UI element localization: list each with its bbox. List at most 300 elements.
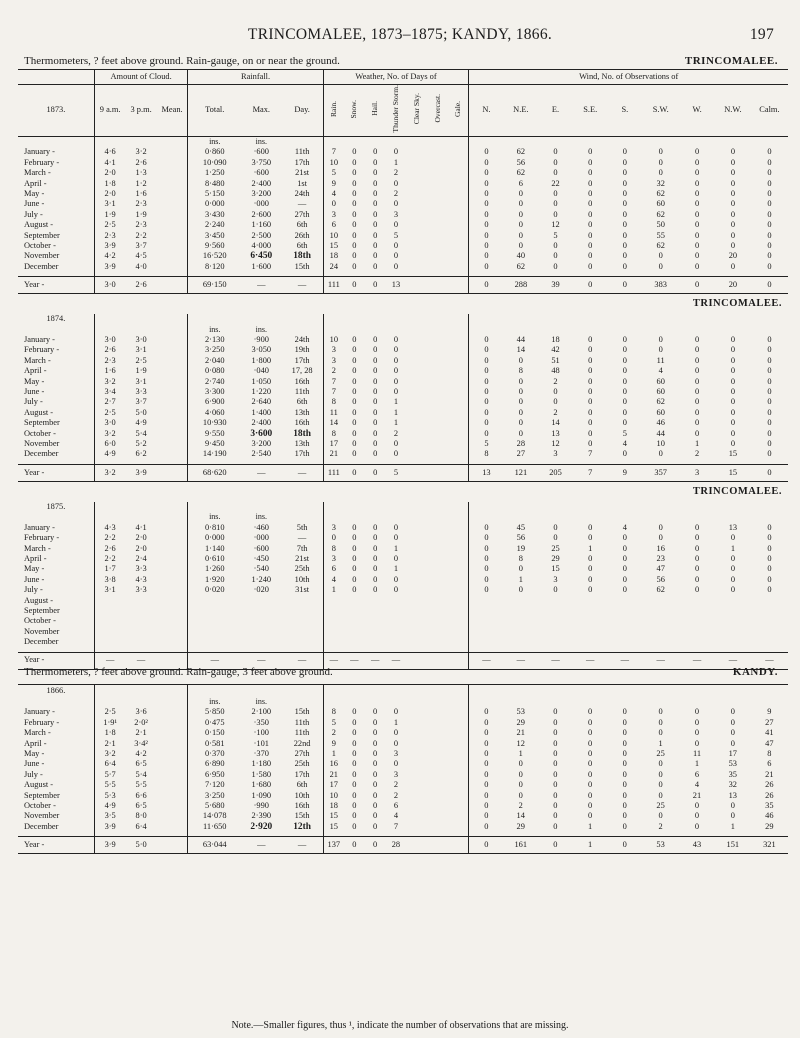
cell-se: 0 (588, 585, 593, 595)
cell-day: 27th (294, 209, 310, 219)
cell-se: 0 (588, 407, 593, 417)
month-label: September (24, 605, 60, 615)
cell-s: 0 (622, 147, 627, 157)
month-label: February - (24, 157, 60, 167)
cell-mean (157, 749, 188, 759)
cell-calm: 0 (767, 553, 772, 563)
cell-ne: 0 (518, 418, 523, 428)
cell-thunder: 0 (393, 738, 399, 748)
cell-clear (406, 377, 427, 387)
cell-s: 0 (622, 728, 627, 738)
cell-day: 17th (294, 769, 310, 779)
year-total-label: Year - (18, 464, 94, 481)
cell-ne (504, 606, 539, 616)
cell-am9: 2·6 (94, 544, 125, 554)
month-label: June - (24, 387, 45, 397)
cell-nw: 0 (730, 157, 736, 167)
table-row (18, 791, 788, 801)
table-row (18, 335, 788, 345)
cell-snow: 0 (352, 449, 357, 459)
cell-clear (406, 811, 427, 821)
cell-overcast (427, 718, 448, 728)
cell-e: 0 (553, 209, 558, 219)
cell-rain: 8 (323, 544, 344, 554)
cell-n: 0 (469, 575, 504, 585)
cell-gale (448, 739, 469, 749)
cell-e: 15 (551, 564, 560, 574)
table-row (18, 707, 788, 717)
cell-snow: 0 (352, 178, 357, 188)
month-label: June - (24, 199, 45, 209)
cell-sw (642, 637, 679, 647)
cell-ne: 40 (516, 251, 526, 261)
year-cell-max: — (241, 277, 281, 294)
cell-se: 0 (588, 230, 593, 240)
cell-calm: 47 (765, 738, 774, 748)
cell-max: 1·580 (251, 769, 272, 779)
cell-w: 0 (695, 553, 700, 563)
cell-day: 17th (294, 449, 310, 459)
cell-ne: 29 (516, 717, 525, 727)
cell-pm3: 2·1 (135, 728, 147, 738)
cell-e: 0 (553, 533, 558, 543)
cell-e: 0 (553, 147, 558, 157)
month-label: December (24, 821, 59, 831)
cell-ne (504, 596, 539, 606)
month-label: July - (24, 397, 43, 407)
cell-n: 0 (469, 811, 504, 821)
cell-calm: 0 (767, 428, 772, 438)
month-label: December (24, 261, 59, 271)
year-cell-snow: 0 (344, 277, 365, 294)
cell-rain: 15 (323, 811, 344, 821)
cell-gale (448, 728, 469, 738)
cell-n: 0 (469, 554, 504, 564)
cell-snow: 0 (352, 407, 357, 417)
year-cell-hail: — (365, 652, 386, 669)
cell-s: 0 (622, 769, 627, 779)
cell-calm: 0 (767, 157, 772, 167)
cell-max: ·000 (253, 533, 269, 543)
cell-hail: 0 (373, 157, 378, 167)
cell-max (241, 637, 281, 647)
cell-hail: 0 (373, 251, 378, 261)
month-label: October - (24, 428, 56, 438)
cell-mean (157, 728, 188, 738)
cell-overcast (427, 439, 448, 449)
cell-snow: 0 (352, 522, 357, 532)
cell-s: 0 (622, 240, 627, 250)
cell-se: 0 (587, 801, 593, 811)
cell-e: 0 (553, 738, 558, 748)
year-cell-pm3: 2·6 (125, 277, 156, 294)
year-cell-nw: 20 (715, 277, 751, 294)
cell-nw: 0 (730, 261, 736, 271)
cell-n: 0 (469, 564, 504, 574)
cell-total: 6·890 (188, 759, 241, 769)
cell-gale (448, 429, 469, 439)
year-cell-clear (406, 464, 427, 481)
cell-pm3 (125, 637, 156, 647)
cell-hail: 0 (373, 376, 378, 386)
cell-overcast (427, 356, 448, 366)
cell-ne: 0 (518, 376, 523, 386)
cell-sw: 32 (656, 178, 665, 188)
cell-day: 18th (293, 251, 311, 262)
cell-gale (448, 251, 469, 261)
cell-total: 0·610 (188, 554, 241, 564)
table-row (18, 397, 788, 407)
cell-se: 0 (588, 387, 593, 397)
cell-snow: 0 (352, 157, 357, 167)
cell-calm: 8 (767, 749, 772, 759)
cell-nw: 0 (730, 738, 735, 748)
cell-mean (157, 220, 188, 230)
cell-total: 3·250 (188, 345, 241, 355)
cell-gale (448, 523, 469, 533)
cell-snow (344, 616, 365, 626)
cell-am9: 3·5 (94, 811, 125, 821)
year-cell-calm: 321 (751, 837, 788, 854)
cell-calm: 0 (767, 564, 772, 574)
cell-am9: 2·5 (94, 220, 125, 230)
cell-hail: 0 (373, 387, 378, 397)
cell-rain: 17 (323, 439, 344, 449)
cell-overcast (427, 811, 448, 821)
cell-sw: 60 (656, 387, 665, 397)
month-label: April - (24, 366, 47, 376)
table-row (18, 822, 788, 832)
cell-s: 4 (622, 522, 627, 532)
cell-rain: 10 (323, 335, 344, 345)
month-label: February - (24, 533, 60, 543)
cell-se: 0 (588, 553, 593, 563)
cell-gale (448, 262, 469, 272)
unit-label: ins. (255, 324, 267, 334)
cell-sw: 0 (658, 769, 663, 779)
cell-rain: 2 (323, 366, 344, 376)
cell-day: 13th (294, 439, 310, 449)
cell-w: 0 (695, 543, 700, 553)
cell-w: 0 (694, 801, 700, 811)
cell-snow: 0 (352, 780, 357, 790)
cell-rain: 6 (323, 220, 344, 230)
station-heading: TRINCOMALEE. (692, 485, 782, 497)
cell-snow: 0 (352, 345, 357, 355)
cell-overcast (427, 791, 448, 801)
cell-e: 42 (551, 345, 560, 355)
cell-w (679, 627, 715, 637)
cell-total: 3·450 (188, 231, 241, 241)
cell-ne: 29 (516, 821, 525, 831)
year-total-label: Year - (18, 277, 94, 294)
cell-n: 0 (469, 251, 504, 261)
cell-hail: 0 (373, 428, 378, 438)
cell-n: 0 (469, 335, 504, 345)
year-cell-am9: 3·0 (94, 277, 125, 294)
cell-clear (406, 523, 427, 533)
cell-e (538, 606, 573, 616)
cell-mean (157, 718, 188, 728)
cell-snow: 0 (352, 439, 357, 449)
cell-sw (642, 616, 679, 626)
month-label: July - (24, 585, 43, 595)
cell-e: 0 (553, 251, 558, 261)
cell-mean (157, 387, 188, 397)
cell-mean (157, 335, 188, 345)
cell-clear (406, 366, 427, 376)
cell-w: 1 (695, 439, 700, 449)
cell-total: 4·060 (188, 408, 241, 418)
cell-day (282, 637, 324, 647)
year-cell-overcast (427, 277, 448, 294)
cell-s: 0 (622, 707, 627, 717)
cell-max: 3·200 (251, 188, 272, 198)
cell-max: 2·390 (251, 811, 272, 821)
year-cell-total: 68·620 (188, 464, 241, 481)
cell-s: 0 (622, 418, 627, 428)
cell-thunder: 0 (393, 355, 399, 365)
cell-hail: 0 (373, 230, 378, 240)
year-cell-ne: — (504, 652, 539, 669)
cell-overcast (427, 627, 448, 637)
cell-se: 0 (587, 728, 593, 738)
cell-clear (406, 262, 427, 272)
cell-s: 0 (622, 261, 627, 271)
cell-ne (504, 627, 539, 637)
year-total-row (18, 837, 788, 854)
cell-gale (448, 770, 469, 780)
cell-pm3: 3·3 (135, 585, 147, 595)
cell-thunder (386, 627, 407, 637)
cell-gale (448, 168, 469, 178)
cell-pm3: 5·5 (135, 780, 147, 790)
cell-rain: 7 (323, 147, 344, 157)
cell-thunder: 1 (393, 157, 399, 167)
cell-pm3: 1·9 (135, 209, 147, 219)
cell-se: 0 (588, 574, 593, 584)
cell-thunder: 1 (393, 564, 399, 574)
cell-n: 0 (469, 822, 504, 832)
cell-thunder: 2 (393, 188, 399, 198)
year-cell-snow: 0 (344, 464, 365, 481)
cell-am9: 6·4 (94, 759, 125, 769)
cell-n: 0 (469, 749, 504, 759)
cell-nw: 15 (728, 449, 738, 459)
year-cell-gale (448, 277, 469, 294)
cell-gale (448, 627, 469, 637)
cell-clear (406, 199, 427, 209)
section-heading-text: Thermometers, ? feet above ground. Rain-gauge, on or near the ground. (24, 55, 340, 67)
cell-se: 0 (588, 178, 593, 188)
cell-clear (406, 759, 427, 769)
column-header-hail: Hail. (370, 101, 380, 117)
cell-n: 0 (469, 770, 504, 780)
table-row (18, 533, 788, 543)
cell-gale (448, 356, 469, 366)
month-label: March - (24, 168, 51, 178)
cell-mean (157, 596, 188, 606)
cell-am9: 3·0 (94, 335, 125, 345)
cell-day: 16th (294, 376, 310, 386)
cell-n: 0 (469, 585, 504, 595)
table-row (18, 189, 788, 199)
cell-mean (157, 533, 188, 543)
cell-hail (365, 606, 386, 616)
cell-max (241, 616, 281, 626)
cell-max: ·350 (253, 717, 269, 727)
year-cell-gale (448, 837, 469, 854)
cell-se (573, 627, 608, 637)
cell-total: 9·450 (188, 439, 241, 449)
cell-hail (365, 627, 386, 637)
cell-nw: 0 (730, 533, 736, 543)
cell-se: 7 (588, 449, 593, 459)
cell-sw (642, 606, 679, 616)
cell-w: 0 (694, 738, 700, 748)
year-cell-ne: 288 (504, 277, 539, 294)
cell-calm: 0 (767, 355, 772, 365)
cell-s: 0 (622, 188, 627, 198)
cell-se: 0 (588, 397, 593, 407)
cell-am9 (94, 627, 125, 637)
cell-hail: 0 (373, 240, 378, 250)
cell-am9: 1·9¹ (94, 718, 125, 728)
month-label: January - (24, 522, 55, 532)
cell-day: 17, 28 (291, 366, 313, 376)
cell-mean (157, 791, 188, 801)
cell-pm3 (125, 616, 156, 626)
cell-snow: 0 (352, 335, 357, 344)
cell-hail: 0 (373, 738, 378, 748)
meteorological-table-kandy (18, 684, 788, 854)
column-header-sw: S.W. (652, 105, 669, 115)
cell-overcast (427, 749, 448, 759)
cell-n: 0 (469, 397, 504, 407)
cell-rain: 1 (323, 585, 344, 595)
year-cell-day: — (282, 652, 324, 669)
year-cell-snow: 0 (344, 837, 365, 854)
cell-hail: 0 (373, 728, 378, 738)
cell-gale (448, 575, 469, 585)
cell-se: 0 (588, 439, 593, 449)
cell-total: 0·810 (188, 523, 241, 533)
table-row (18, 523, 788, 533)
cell-w: 0 (695, 188, 700, 198)
year-cell-s: 0 (607, 837, 642, 854)
year-cell-s: — (608, 652, 643, 669)
cell-n: 0 (469, 147, 504, 157)
cell-day: 11th (294, 717, 310, 727)
cell-day: 31st (295, 585, 310, 595)
cell-am9: 2·3 (94, 231, 125, 241)
column-header-pm3: 3 p.m. (130, 105, 152, 115)
cell-rain (323, 606, 344, 616)
cell-e: 12 (551, 220, 560, 230)
year-cell-e: — (538, 652, 573, 669)
month-label: January - (24, 335, 55, 344)
cell-total (188, 606, 241, 616)
cell-max: 3·750 (251, 157, 272, 167)
cell-nw: 0 (730, 585, 736, 595)
cell-w: 2 (695, 449, 700, 459)
cell-mean (157, 199, 188, 209)
month-label: November (24, 251, 60, 261)
cell-e: 2 (553, 376, 558, 386)
cell-total: 0·150 (188, 728, 241, 738)
cell-gale (448, 397, 469, 407)
year-cell-nw: 151 (715, 837, 751, 854)
table-row (18, 199, 788, 209)
cell-e: 5 (553, 230, 558, 240)
cell-rain: 10 (323, 231, 344, 241)
cell-pm3: 6·2 (135, 449, 147, 459)
cell-n (469, 616, 504, 626)
cell-gale (448, 366, 469, 376)
cell-w: 0 (695, 220, 700, 230)
cell-total: 0·080 (188, 366, 241, 376)
cell-w (679, 606, 715, 616)
cell-se: 0 (588, 199, 593, 209)
cell-max: 2·400 (251, 418, 272, 428)
cell-am9: 5·7 (94, 770, 125, 780)
cell-calm: 41 (765, 728, 774, 738)
cell-ne: 0 (518, 585, 523, 595)
cell-se: 0 (587, 759, 593, 769)
table-row (18, 220, 788, 230)
cell-hail (365, 637, 386, 647)
cell-rain: 17 (323, 780, 344, 790)
cell-hail: 0 (373, 801, 378, 811)
cell-n (469, 596, 504, 606)
cell-thunder: 0 (393, 220, 399, 230)
column-header-s: S. (621, 105, 629, 115)
year-cell-day: — (282, 837, 324, 854)
cell-calm: 0 (767, 178, 772, 188)
cell-ne: 8 (518, 553, 523, 563)
cell-total: 8·120 (188, 262, 241, 272)
cell-pm3: 3·6 (135, 707, 147, 717)
cell-se: 0 (588, 355, 593, 365)
cell-am9: 3·2 (94, 749, 125, 759)
cell-gale (448, 801, 469, 811)
cell-gale (448, 387, 469, 397)
cell-max: ·040 (253, 366, 269, 376)
cell-max: 2·100 (251, 707, 272, 717)
cell-am9 (94, 616, 125, 626)
cell-nw: 0 (730, 188, 736, 198)
table-row (18, 544, 788, 554)
cell-max: 1·220 (251, 387, 272, 397)
cell-rain: 14 (323, 418, 344, 428)
cell-nw: 32 (728, 780, 737, 790)
cell-w: 0 (695, 397, 700, 407)
cell-n: 0 (469, 780, 504, 790)
cell-overcast (427, 377, 448, 387)
cell-n: 0 (469, 179, 504, 189)
cell-hail: 0 (373, 564, 378, 574)
table-row (18, 801, 788, 811)
cell-s: 0 (622, 759, 627, 769)
cell-snow: 0 (352, 821, 357, 831)
cell-max: ·100 (253, 728, 269, 738)
cell-mean (157, 554, 188, 564)
table-row (18, 345, 788, 355)
cell-mean (157, 449, 188, 459)
cell-hail: 0 (373, 366, 378, 376)
cell-s (608, 637, 643, 647)
cell-am9: 1·7 (94, 564, 125, 574)
